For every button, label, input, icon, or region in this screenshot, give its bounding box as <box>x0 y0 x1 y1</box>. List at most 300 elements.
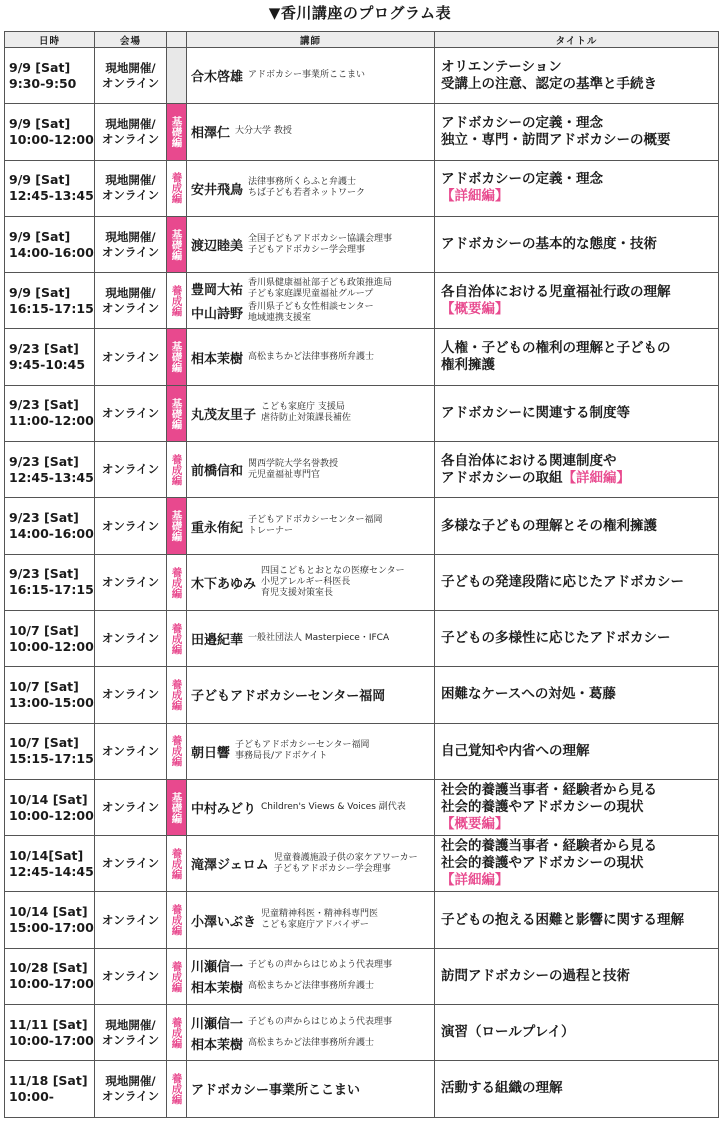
venue-line: オンライン <box>101 968 160 983</box>
title-line <box>441 340 718 357</box>
title-line <box>441 357 718 374</box>
affiliation-line: 子どもアドボカシーセンター福岡 <box>235 740 370 751</box>
affiliation-line: 子どもの声からはじめよう代表理事 <box>248 1016 393 1027</box>
affiliation-line: 法律事務所くらふと弁護士 <box>248 177 357 188</box>
title-text: 社会的養護やアドボカシーの現状 <box>441 799 644 815</box>
title-cell <box>435 667 719 723</box>
affiliation-line: トレーナー <box>248 526 294 537</box>
date-line: 10/7 [Sat] <box>9 622 79 638</box>
lecturer-name: 滝澤ジェロム <box>191 858 269 874</box>
lecturer-name: 相本茉樹 <box>191 1037 244 1053</box>
lecturer-cell <box>187 442 435 498</box>
lecturer-affiliation <box>261 909 378 931</box>
affiliation-line: Children's Views & Voices 副代表 <box>261 802 406 812</box>
title-text: 演習（ロールプレイ） <box>441 1024 575 1041</box>
date-line: 10/14 [Sat] <box>9 904 88 920</box>
category-tag <box>167 1061 187 1117</box>
venue-cell <box>95 442 167 498</box>
date-line: 11/11 [Sat] <box>9 1016 88 1032</box>
category-label: 養成編 <box>170 960 183 993</box>
table-row <box>5 610 719 666</box>
date-line: 9/9 [Sat] <box>9 115 71 131</box>
date-cell <box>5 723 95 779</box>
category-label: 養成編 <box>170 285 183 317</box>
title-line <box>441 59 718 76</box>
table-row <box>5 667 719 723</box>
venue-line: オンライン <box>101 631 160 646</box>
date-line: 16:15-17:15 <box>9 300 94 316</box>
title-cell <box>435 836 719 892</box>
table-row <box>5 216 719 272</box>
venue-line: 現地開催/ <box>105 1017 156 1032</box>
category-tag <box>167 723 187 779</box>
title-cell <box>435 1005 719 1061</box>
lecturer-affiliation <box>248 633 389 644</box>
affiliation-line: 一般社団法人 Masterpiece・IFCA <box>248 633 390 644</box>
venue-cell <box>95 216 167 272</box>
venue-line: オンライン <box>101 1032 160 1047</box>
category-label: 基礎編 <box>170 791 183 824</box>
venue-line: オンライン <box>101 800 160 814</box>
lecturer-affiliation <box>235 740 369 762</box>
lecturer-affiliation <box>261 566 405 599</box>
lecturer-cell <box>187 273 435 329</box>
title-line <box>441 855 718 872</box>
title-line <box>441 132 718 149</box>
date-cell <box>5 892 95 948</box>
table-row <box>5 948 719 1004</box>
affiliation-line: 大分大学 教授 <box>235 126 292 137</box>
lecturer-name: 中村みどり <box>191 802 257 817</box>
date-line: 10:00- <box>9 1088 54 1104</box>
lecturer-cell <box>187 892 435 948</box>
title-text: 社会的養護当事者・経験者から見る <box>441 782 657 798</box>
venue-line: 現地開催/ <box>105 116 156 131</box>
affiliation-line: 高松まちかど法律事務所弁護士 <box>248 1037 375 1048</box>
venue-line: 現地開催/ <box>105 60 156 75</box>
affiliation-line: こども家庭庁 支援局 <box>261 402 345 413</box>
category-tag <box>167 836 187 892</box>
date-cell <box>5 48 95 104</box>
lecturer-cell <box>187 1005 435 1061</box>
lecturer-name: 渡辺睦美 <box>191 239 244 255</box>
affiliation-line: 子どもアドボカシーセンター福岡 <box>248 515 383 526</box>
venue-line: オンライン <box>101 687 160 702</box>
affiliation-line: 高松まちかど法律事務所弁護士 <box>248 351 375 362</box>
lecturer-affiliation <box>248 302 374 324</box>
lecturer-cell <box>187 216 435 272</box>
lecturer-affiliation <box>274 853 418 875</box>
category-label: 基礎編 <box>170 397 183 430</box>
affiliation-line: こども家庭庁アドバイザー <box>261 920 369 931</box>
affiliation-line: 関西学院大学名誉教授 <box>248 458 339 469</box>
title-line <box>441 301 718 318</box>
category-tag <box>167 216 187 272</box>
venue-cell <box>95 836 167 892</box>
date-line: 9:45-10:45 <box>9 357 86 373</box>
title-line <box>441 686 718 703</box>
lecturer-entry <box>191 234 432 256</box>
title-edition-label: 【詳細編】 <box>441 188 509 205</box>
title-line <box>441 630 718 647</box>
venue-line: オンライン <box>101 518 160 533</box>
lecturer-name: 安井飛鳥 <box>191 182 244 198</box>
venue-cell <box>95 385 167 441</box>
lecturer-affiliation <box>235 126 292 137</box>
table-row <box>5 1005 719 1061</box>
lecturer-entry <box>191 515 432 537</box>
title-line <box>441 968 718 985</box>
category-tag <box>167 610 187 666</box>
category-label: 養成編 <box>170 1016 183 1049</box>
category-tag <box>167 498 187 554</box>
lecturer-name: 木下あゆみ <box>191 576 257 592</box>
date-line: 10:00-12:00 <box>9 131 94 147</box>
lecturer-cell <box>187 48 435 104</box>
title-cell <box>435 892 719 948</box>
title-cell <box>435 385 719 441</box>
lecturer-name: 田邉紀華 <box>191 633 244 649</box>
title-text: 子どもの抱える困難と影響に関する理解 <box>441 911 684 928</box>
date-cell <box>5 836 95 892</box>
lecturer-entry <box>191 956 432 975</box>
affiliation-line: 地域連携支援室 <box>248 312 312 323</box>
date-line: 13:00-15:00 <box>9 694 94 710</box>
table-body <box>5 48 719 1118</box>
venue-cell <box>95 104 167 160</box>
title-line <box>441 76 718 93</box>
category-tag <box>167 948 187 1004</box>
date-cell <box>5 385 95 441</box>
lecturer-entry <box>191 122 432 141</box>
title-line <box>441 1024 718 1041</box>
title-line <box>441 518 718 535</box>
venue-line: オンライン <box>101 349 160 364</box>
category-tag <box>167 554 187 610</box>
venue-line: オンライン <box>101 405 160 420</box>
lecturer-affiliation <box>248 234 392 256</box>
title-text: アドボカシーの取組 <box>441 469 563 486</box>
lecturer-entry <box>191 1013 432 1032</box>
table-row <box>5 48 719 104</box>
date-line: 16:15-17:15 <box>9 582 94 598</box>
venue-line: オンライン <box>101 856 160 871</box>
date-line: 14:00-16:00 <box>9 526 94 542</box>
lecturer-entry <box>191 177 432 199</box>
category-label: 基礎編 <box>170 510 183 542</box>
date-cell <box>5 554 95 610</box>
date-line: 9/23 [Sat] <box>9 453 79 469</box>
affiliation-line: 子どもアドボカシー学会理事 <box>248 244 366 255</box>
date-cell <box>5 104 95 160</box>
date-line: 11:00-12:00 <box>9 413 94 429</box>
date-cell <box>5 329 95 385</box>
lecturer-name: 相本茉樹 <box>191 981 244 997</box>
category-label: 養成編 <box>170 172 183 204</box>
lecturer-name: 子どもアドボカシーセンター福岡 <box>191 689 386 705</box>
category-tag <box>167 329 187 385</box>
lecturer-cell <box>187 329 435 385</box>
venue-line: オンライン <box>101 462 160 477</box>
date-cell <box>5 216 95 272</box>
title-line <box>441 470 718 487</box>
lecturer-cell <box>187 104 435 160</box>
affiliation-line: 事務局長/アドボケイト <box>235 751 328 762</box>
lecturer-name: 川瀬信一 <box>191 1016 244 1032</box>
date-cell <box>5 610 95 666</box>
date-line: 10/14[Sat] <box>9 847 84 863</box>
date-line: 10/14 [Sat] <box>9 791 88 807</box>
title-text: 各自治体における児童福祉行政の理解 <box>441 283 671 300</box>
date-line: 12:45-14:45 <box>9 863 94 879</box>
date-line: 9/23 [Sat] <box>9 341 79 357</box>
title-text: アドボカシーの定義・理念 <box>441 114 603 131</box>
lecturer-entry <box>191 977 432 996</box>
lecturer-name: 丸茂友里子 <box>191 407 257 423</box>
date-line: 15:00-17:00 <box>9 920 94 936</box>
title-cell <box>435 498 719 554</box>
title-line <box>441 838 718 855</box>
venue-cell <box>95 892 167 948</box>
venue-cell <box>95 1005 167 1061</box>
date-cell <box>5 160 95 216</box>
date-line: 10:00-17:00 <box>9 976 94 992</box>
venue-line: オンライン <box>101 743 160 758</box>
category-label: 養成編 <box>170 735 183 767</box>
lecturer-affiliation <box>248 1038 374 1049</box>
venue-line: オンライン <box>101 912 160 927</box>
lecturer-affiliation <box>248 177 365 199</box>
lecturer-entry <box>191 798 432 817</box>
date-line: 10/7 [Sat] <box>9 735 79 751</box>
table-row <box>5 329 719 385</box>
date-line: 10:00-12:00 <box>9 638 94 654</box>
table-row <box>5 104 719 160</box>
lecturer-cell <box>187 948 435 1004</box>
lecturer-entry <box>191 740 432 762</box>
lecturer-cell <box>187 723 435 779</box>
lecturer-name: 川瀬信一 <box>191 960 244 976</box>
venue-cell <box>95 779 167 835</box>
venue-line: オンライン <box>101 574 160 589</box>
lecturer-affiliation <box>248 70 365 81</box>
title-text: 多様な子どもの理解とその権利擁護 <box>441 517 657 534</box>
lecturer-affiliation <box>248 960 392 971</box>
date-line: 9/23 [Sat] <box>9 510 79 526</box>
title-line <box>441 188 718 205</box>
lecturer-cell <box>187 160 435 216</box>
date-cell <box>5 948 95 1004</box>
title-cell <box>435 160 719 216</box>
lecturer-entry <box>191 629 432 648</box>
category-tag <box>167 48 187 104</box>
lecturer-name: 合木啓雄 <box>191 70 244 86</box>
venue-cell <box>95 329 167 385</box>
title-text: アドボカシーに関連する制度等 <box>441 404 630 421</box>
lecturer-affiliation <box>248 352 374 363</box>
venue-cell <box>95 160 167 216</box>
lecturer-entry <box>191 459 432 481</box>
category-label: 基礎編 <box>170 228 183 261</box>
title-line <box>441 782 718 799</box>
date-cell <box>5 442 95 498</box>
lecturer-entry <box>191 348 432 367</box>
title-line <box>441 405 718 422</box>
title-text: 受講上の注意、認定の基準と手続き <box>441 75 657 92</box>
title-line <box>441 171 718 188</box>
date-line: 15:15-17:15 <box>9 751 94 767</box>
affiliation-line: 育児支援対策室長 <box>261 587 334 598</box>
date-line: 9/9 [Sat] <box>9 172 71 188</box>
date-line: 9:30-9:50 <box>9 75 77 91</box>
header-title: タイトル <box>435 32 719 48</box>
title-edition-label: 【概要編】 <box>441 300 509 317</box>
title-line <box>441 453 718 470</box>
lecturer-cell <box>187 498 435 554</box>
table-row <box>5 1061 719 1117</box>
title-text: 各自治体における関連制度や <box>441 452 617 469</box>
category-tag <box>167 160 187 216</box>
table-row <box>5 273 719 329</box>
title-line <box>441 115 718 132</box>
category-label: 養成編 <box>170 848 183 880</box>
affiliation-line: ちば子ども若者ネットワーク <box>248 188 366 199</box>
header-category <box>167 32 187 48</box>
title-line <box>441 236 718 253</box>
category-label: 養成編 <box>170 453 183 486</box>
date-cell <box>5 667 95 723</box>
table-row <box>5 836 719 892</box>
title-cell <box>435 442 719 498</box>
venue-cell <box>95 498 167 554</box>
lecturer-cell <box>187 554 435 610</box>
date-line: 11/18 [Sat] <box>9 1072 88 1088</box>
title-text: アドボカシーの定義・理念 <box>441 171 603 188</box>
lecturer-cell <box>187 610 435 666</box>
lecturer-name: 前橋信和 <box>191 464 244 480</box>
affiliation-line: 高松まちかど法律事務所弁護士 <box>248 981 375 992</box>
lecturer-cell <box>187 385 435 441</box>
venue-line: オンライン <box>101 188 160 203</box>
date-line: 10/28 [Sat] <box>9 960 88 976</box>
category-label: 養成編 <box>170 904 183 936</box>
category-tag <box>167 442 187 498</box>
date-line: 10:00-12:00 <box>9 807 94 823</box>
category-tag <box>167 892 187 948</box>
category-tag <box>167 667 187 723</box>
category-label: 養成編 <box>170 622 183 655</box>
lecturer-entry <box>191 402 432 424</box>
title-cell <box>435 216 719 272</box>
table-row <box>5 385 719 441</box>
lecturer-name: 豊岡大祐 <box>191 283 244 299</box>
table-row <box>5 160 719 216</box>
title-text: 人権・子どもの権利の理解と子どもの <box>441 340 671 357</box>
lecturer-entry <box>191 278 432 300</box>
affiliation-line: 子ども家庭課児童福祉グループ <box>248 288 374 299</box>
lecturer-name: 中山詩野 <box>191 307 244 323</box>
lecturer-cell <box>187 836 435 892</box>
lecturer-affiliation <box>248 278 392 300</box>
date-line: 9/9 [Sat] <box>9 228 71 244</box>
title-cell <box>435 779 719 835</box>
title-line <box>441 799 718 816</box>
title-cell <box>435 48 719 104</box>
category-label: 基礎編 <box>170 341 183 373</box>
title-edition-label: 【詳細編】 <box>562 469 630 486</box>
title-cell <box>435 610 719 666</box>
venue-line: 現地開催/ <box>105 1073 156 1088</box>
date-line: 9/23 [Sat] <box>9 566 79 582</box>
lecturer-entry <box>191 685 432 704</box>
category-tag <box>167 104 187 160</box>
date-line: 14:00-16:00 <box>9 244 94 260</box>
date-line: 9/9 [Sat] <box>9 284 71 300</box>
lecturer-entry <box>191 909 432 931</box>
title-text: 社会的養護当事者・経験者から見る <box>441 838 657 855</box>
venue-cell <box>95 948 167 1004</box>
lecturer-name: 朝日響 <box>191 745 231 761</box>
title-text: 子どもの発達段階に応じたアドボカシー <box>441 573 684 590</box>
header-venue: 会場 <box>95 32 167 48</box>
affiliation-line: 全国子どもアドボカシー協議会理事 <box>248 233 393 244</box>
venue-cell <box>95 554 167 610</box>
date-line: 9/9 [Sat] <box>9 59 71 75</box>
venue-line: オンライン <box>101 131 160 146</box>
venue-line: 現地開催/ <box>105 229 156 244</box>
category-label: 養成編 <box>170 679 183 711</box>
venue-cell <box>95 723 167 779</box>
affiliation-line: 香川県健康福祉部子ども政策推進局 <box>248 277 393 288</box>
affiliation-line: 元児童福祉専門官 <box>248 469 321 480</box>
affiliation-line: 子どもの声からはじめよう代表理事 <box>248 960 393 971</box>
title-cell <box>435 273 719 329</box>
title-line <box>441 1080 718 1097</box>
title-cell <box>435 104 719 160</box>
title-text: 権利擁護 <box>441 357 495 374</box>
affiliation-line: 子どもアドボカシー学会理事 <box>273 863 391 874</box>
title-cell <box>435 1061 719 1117</box>
program-table <box>4 31 719 1118</box>
table-header-row <box>5 32 719 48</box>
lecturer-affiliation <box>248 515 382 537</box>
date-cell <box>5 273 95 329</box>
date-cell <box>5 1061 95 1117</box>
title-line <box>441 284 718 301</box>
table-row <box>5 892 719 948</box>
title-text: アドボカシーの基本的な態度・技術 <box>441 236 657 253</box>
lecturer-name: 相本茉樹 <box>191 351 244 367</box>
date-cell <box>5 779 95 835</box>
affiliation-line: 虐待防止対策課長補佐 <box>261 413 352 424</box>
venue-cell <box>95 610 167 666</box>
title-line <box>441 872 718 889</box>
category-tag <box>167 273 187 329</box>
title-cell <box>435 723 719 779</box>
header-date: 日時 <box>5 32 95 48</box>
lecturer-entry <box>191 1079 432 1098</box>
date-line: 12:45-13:45 <box>9 188 94 204</box>
lecturer-name: アドボカシー事業所ここまい <box>191 1083 361 1099</box>
lecturer-entry <box>191 302 432 324</box>
lecturer-affiliation <box>248 981 374 992</box>
date-line: 12:45-13:45 <box>9 469 94 485</box>
lecturer-name: 相澤仁 <box>191 126 231 142</box>
header-lecturer: 講師 <box>187 32 435 48</box>
title-text: 自己覚知や内省への理解 <box>441 742 590 759</box>
affiliation-line: 小児アレルギー科医長 <box>261 576 351 587</box>
venue-line: オンライン <box>101 244 160 259</box>
